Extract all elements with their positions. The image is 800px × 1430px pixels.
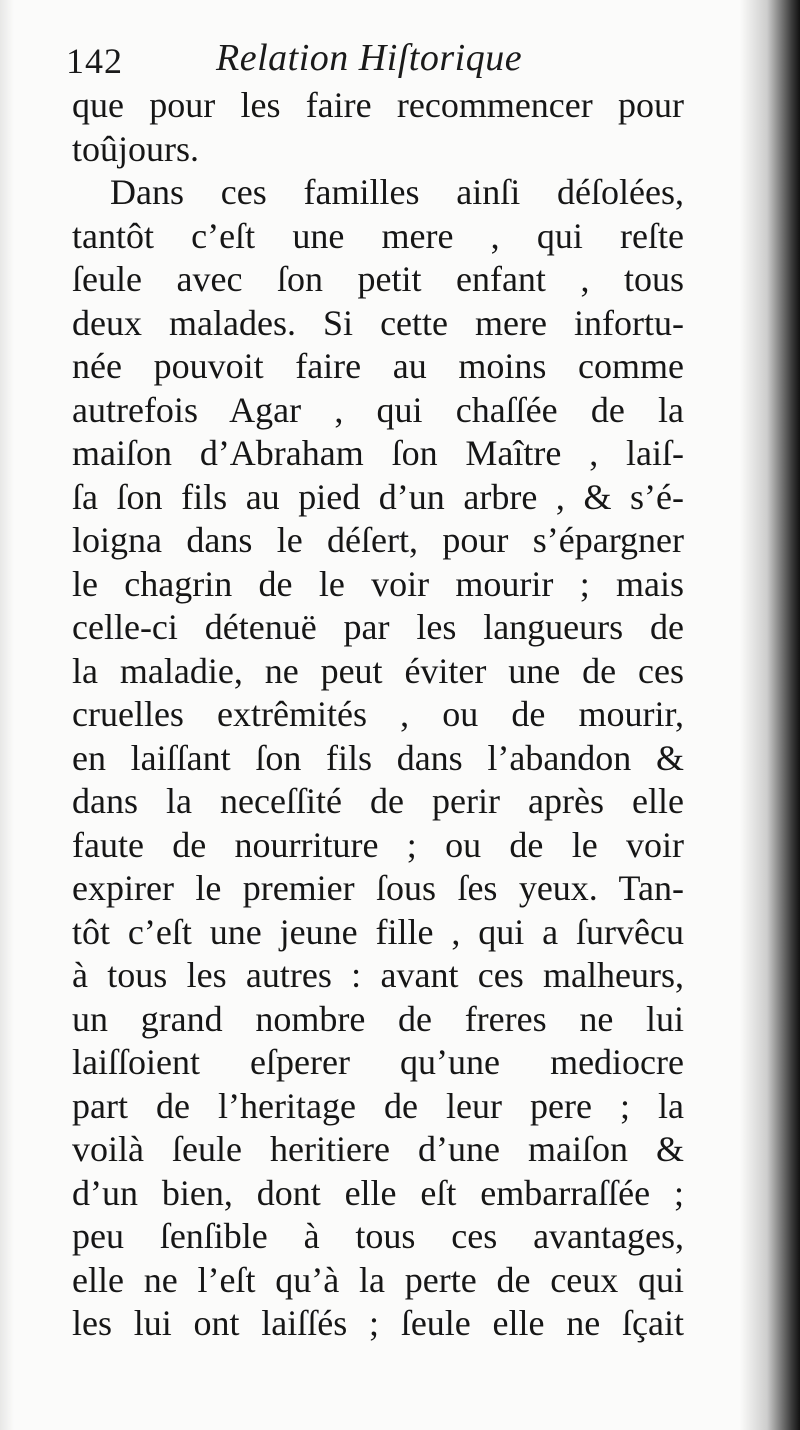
text-line: laiſſoient eſperer qu’une mediocre bbox=[72, 1042, 684, 1082]
text-line: en laiſſant ſon fils dans l’abandon & bbox=[72, 737, 684, 778]
binding-shadow bbox=[740, 0, 800, 1430]
text-line: expirer le premier ſous ſes yeux. Tan- bbox=[72, 868, 684, 908]
text-line: que pour les faire recommencer pour bbox=[72, 85, 684, 125]
text-line: ſeule avec ſon petit enfant , tous bbox=[72, 259, 684, 299]
text-line: les lui ont laiſſés ; ſeule elle ne ſçait bbox=[72, 1303, 684, 1343]
text-line: le chagrin de le voir mourir ; mais bbox=[72, 563, 684, 604]
text-line: toûjours. bbox=[72, 128, 200, 169]
text-line: celle-ci détenuë par les langueurs de bbox=[72, 607, 684, 647]
running-title: Relation Hiſtorique bbox=[216, 37, 523, 79]
text-line: Dans ces familles ainſi déſolées, bbox=[110, 172, 684, 212]
text-line: faute de nourriture ; ou de le voir bbox=[72, 824, 684, 865]
text-line: la maladie, ne peut éviter une de ces bbox=[72, 650, 684, 691]
page-left-edge bbox=[0, 0, 14, 1430]
text-line: loigna dans le déſert, pour s’épargner bbox=[72, 520, 684, 560]
text-line: tôt c’eſt une jeune fille , qui a ſurvêcu bbox=[72, 911, 684, 952]
text-line: à tous les autres : avant ces malheurs, bbox=[72, 955, 684, 995]
body-text bbox=[72, 84, 684, 1346]
text-line: voilà ſeule heritiere d’une maiſon & bbox=[72, 1129, 684, 1169]
text-line: part de l’heritage de leur pere ; la bbox=[72, 1085, 684, 1126]
text-line: tantôt c’eſt une mere , qui reſte bbox=[72, 215, 684, 256]
text-line: d’un bien, dont elle eſt embarraſſée ; bbox=[72, 1172, 684, 1213]
text-line: cruelles extrêmités , ou de mourir, bbox=[72, 694, 684, 734]
text-line: née pouvoit faire au moins comme bbox=[72, 346, 684, 386]
text-line: autrefois Agar , qui chaſſée de la bbox=[72, 389, 684, 430]
text-line: maiſon d’Abraham ſon Maître , laiſ- bbox=[72, 433, 684, 473]
text-line: peu ſenſible à tous ces avantages, bbox=[72, 1216, 684, 1256]
text-line: un grand nombre de freres ne lui bbox=[72, 998, 684, 1039]
text-line: elle ne l’eſt qu’à la perte de ceux qui bbox=[72, 1259, 684, 1300]
text-line: dans la neceſſité de perir après elle bbox=[72, 781, 684, 821]
text-line: deux malades. Si cette mere infortu- bbox=[72, 302, 684, 343]
text-line: ſa ſon fils au pied d’un arbre , & s’é- bbox=[72, 476, 684, 517]
page-number: 142 bbox=[66, 41, 123, 81]
